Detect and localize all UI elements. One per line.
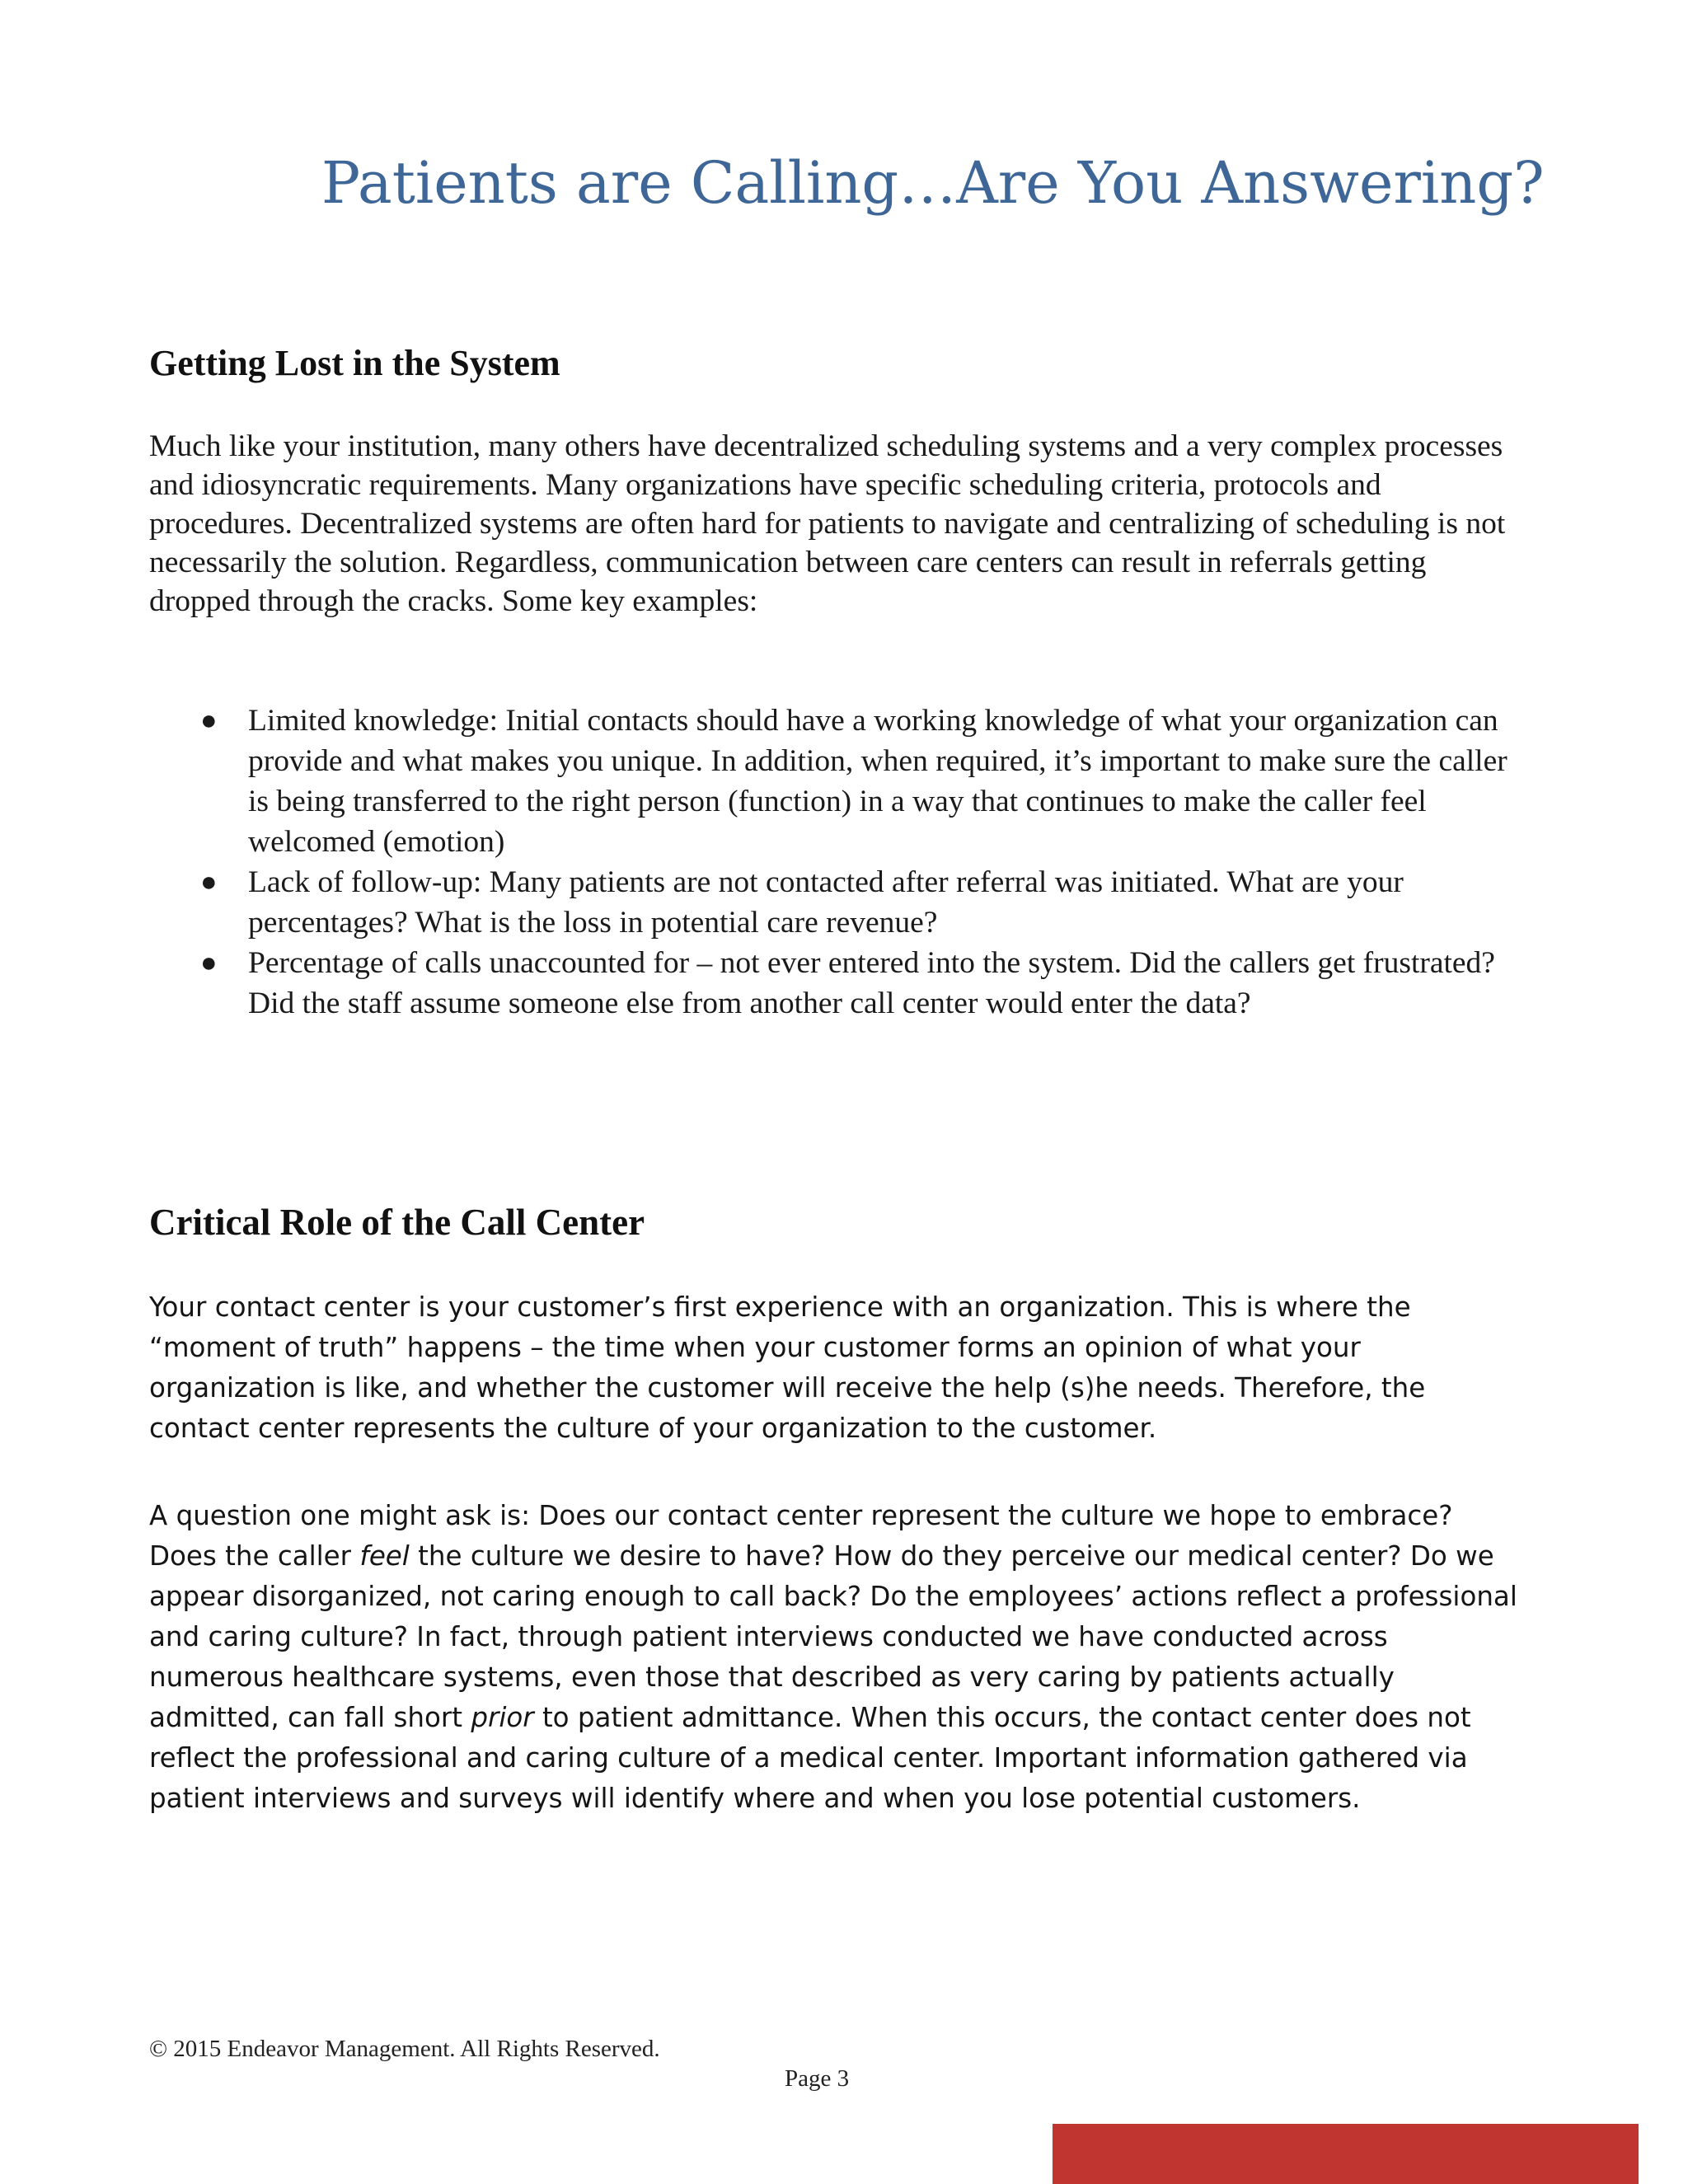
bullet-icon: ● — [200, 948, 218, 978]
section-paragraph-contact-center: Your contact center is your customer’s first experience with an organization. This is where the “moment of truth” happens – the time when your customer forms an opinion of what your organization is like, and whether the customer will receive the help (s)he needs. Therefore, the contact center represents the culture of your organization to the customer. — [149, 1291, 1426, 1444]
bullet-icon: ● — [200, 867, 218, 898]
page-number: Page 3 — [785, 2065, 850, 2092]
list-item-text: Lack of follow-up: Many patients are not contacted after referral was initiated. What are your percentages? What is the loss in potential care revenue? — [248, 865, 1404, 940]
footer-accent-bar — [1053, 2124, 1639, 2184]
page-title: Patients are Calling…Are You Answering? — [321, 149, 1545, 217]
paragraph-text: to patient admittance. When this occurs, the contact center does not reflect the professional and caring culture of a medical center. Important information gathered via patient interviews and surveys will identify where and when you lose potential customers. — [149, 1702, 1471, 1814]
section-heading-critical-role: Critical Role of the Call Center — [149, 1202, 645, 1243]
section-paragraph-getting-lost: Much like your institution, many others have decentralized scheduling systems and a very complex processes and idiosyncratic requirements. Many organizations have specific scheduling criteria, protocols and procedures. Decentralized systems are often hard for patients to navigate and centralizing of scheduling is not necessarily the solution. Regardless, communication between care centers can result in referrals getting dropped through the cracks. Some key examples: — [149, 429, 1506, 618]
emphasis-text: prior — [471, 1702, 534, 1733]
paragraph-text: A question one might ask is: Does our contact center represent the culture we hope to embrace? Does the caller — [149, 1500, 1453, 1572]
paragraph-text: the culture we desire to have? How do they perceive our medical center? Do we appear disorganized, not caring enough to call back? Do the employees’ actions reflect a professional and caring culture? In fact, through patient interviews conducted we have conducted across numerous healthcare systems, even those that described as very caring by patients actually admitted, can fall short — [149, 1540, 1517, 1733]
list-item-text: Limited knowledge: Initial contacts should have a working knowledge of what your organization can provide and what makes you unique. In addition, when required, it’s important to make sure the caller is being transferred to the right person (function) in a way that continues to make the caller feel welcomed (emotion) — [248, 704, 1507, 859]
emphasis-text: feel — [359, 1540, 410, 1572]
list-item — [149, 943, 1534, 1024]
list-item-text: Percentage of calls unaccounted for – not ever entered into the system. Did the callers get frustrated? Did the staff assume someone else from another call center would enter the data? — [248, 946, 1495, 1020]
list-item — [149, 862, 1534, 943]
list-item — [149, 701, 1534, 862]
footer-copyright: © 2015 Endeavor Management. All Rights Reserved. — [149, 2036, 660, 2062]
section-paragraph-questions — [149, 1496, 1517, 1819]
section-heading-getting-lost: Getting Lost in the System — [149, 343, 560, 383]
bullet-icon: ● — [200, 705, 218, 736]
key-examples-list — [149, 701, 1534, 1024]
